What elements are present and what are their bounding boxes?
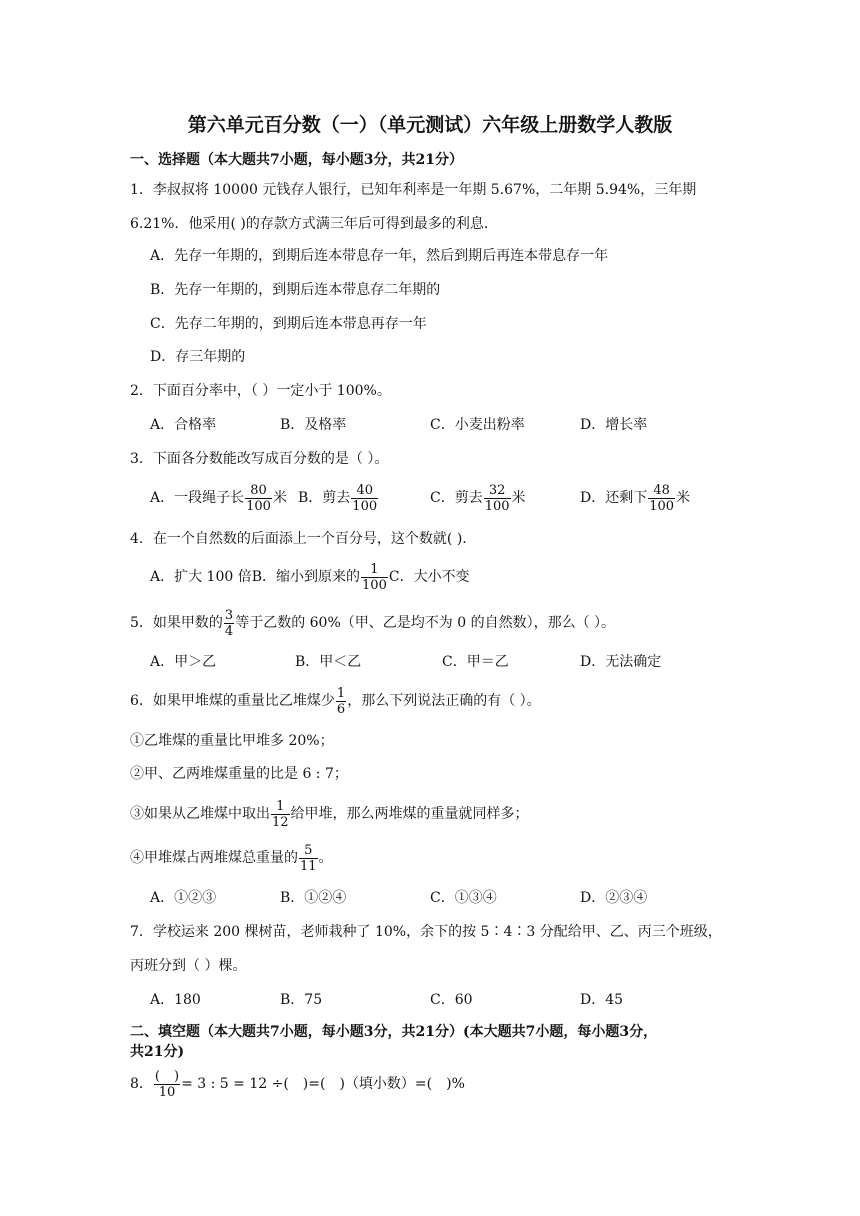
numerator: 3 (224, 607, 234, 623)
question-4-text: 4．在一个自然数的后面添上一个百分号，这个数就( ). (130, 531, 467, 547)
numerator: 40 (351, 483, 378, 499)
numerator: 1 (336, 685, 346, 701)
question-6-statement-2: ②甲、乙两堆煤重量的比是 6 : 7； (130, 766, 348, 782)
question-7-option-d: D．45 (580, 992, 624, 1008)
denominator: 4 (224, 623, 234, 639)
fraction (336, 686, 346, 717)
denominator: 100 (484, 498, 510, 514)
question-6-statement-1: ①乙堆煤的重量比甲堆多 20%； (130, 733, 334, 749)
question-1-option-b: B．先存一年期的，到期后连本带息存二年期的 (150, 282, 441, 298)
question-6-option-b: B．①②④ (280, 890, 347, 906)
question-6-statement-3 (130, 796, 529, 832)
page-title: 第六单元百分数（一）（单元测试）六年级上册数学人教版 (187, 114, 673, 136)
fraction (299, 843, 318, 874)
option-c-suffix: 米 (511, 490, 526, 506)
question-5-prefix: 5．如果甲数的 (130, 615, 223, 631)
numerator: 32 (484, 483, 511, 499)
denominator: 10 (158, 1084, 176, 1100)
question-3-option-c (430, 480, 526, 516)
denominator: 100 (362, 577, 387, 593)
statement-4-prefix: ④甲堆煤占两堆煤总重量的 (130, 850, 298, 866)
question-3-text: 3．下面各分数能改写成百分数的是（ ）。 (130, 451, 389, 467)
question-4-option-c: C．大小不变 (388, 569, 470, 585)
question-1-option-c: C．先存二年期的，到期后连本带息再存一年 (150, 316, 427, 332)
question-7-option-b: B．75 (280, 992, 323, 1008)
answer-blank-2[interactable]: ( ) (320, 1076, 345, 1092)
denominator: 100 (649, 498, 675, 514)
question-8-percent: % (451, 1076, 465, 1092)
question-7-line-1: 7．学校运来 200 棵树苗，老师栽种了 10%，余下的按 5∶4∶3 分配给甲、乙、丙三个班级， (130, 924, 722, 940)
statement-4-suffix: 。 (318, 850, 333, 866)
question-2-option-c: C．小麦出粉率 (430, 417, 525, 433)
fraction (484, 483, 511, 514)
question-7-option-c: C．60 (430, 992, 473, 1008)
section-heading-fill-in-cont: 共21分) (130, 1044, 185, 1060)
question-5-text (130, 605, 615, 641)
fraction (361, 562, 388, 593)
question-4-option-a: A．扩大 100 倍 (150, 569, 252, 585)
fraction (648, 483, 675, 514)
question-6-text (130, 683, 541, 719)
question-5-option-a: A．甲＞乙 (150, 654, 217, 670)
fraction (154, 1069, 180, 1100)
question-8-label: 8． (130, 1076, 153, 1092)
question-1-line-1: 1．李叔叔将 10000 元钱存人银行，已知年利率是一年期 5.67%，二年期 5.94%，三年期 (130, 182, 697, 198)
question-8-equals: = (308, 1076, 320, 1092)
denominator: 100 (352, 498, 378, 514)
question-1-option-a: A．先存一年期的，到期后连本带息存一年，然后到期后再连本带息存一年 (150, 248, 609, 264)
fraction (351, 483, 378, 514)
question-8-note: （填小数）= (344, 1076, 427, 1092)
question-1-line-2: 6.21%．他采用( )的存款方式满三年后可得到最多的利息． (130, 216, 498, 232)
question-7-line-2: 丙班分到（ ）棵。 (130, 958, 247, 974)
question-8-equation-part-1: = 3 : 5 = 12 ÷ (181, 1076, 284, 1092)
question-6-statement-4 (130, 840, 333, 876)
question-3-option-b (298, 480, 379, 516)
option-a-suffix: 米 (272, 490, 287, 506)
question-5-option-d: D．无法确定 (580, 654, 662, 670)
numerator: 5 (299, 843, 318, 859)
question-6-option-d: D．②③④ (580, 890, 648, 906)
question-3-option-a (150, 480, 287, 516)
denominator: 6 (336, 701, 346, 717)
question-4-option-b-prefix: B．缩小到原来的 (251, 569, 361, 585)
question-5-option-c: C．甲＝乙 (442, 654, 509, 670)
question-2-option-a: A．合格率 (150, 417, 217, 433)
question-6-suffix: ，那么下列说法正确的有（ ）。 (347, 693, 541, 709)
denominator: 100 (246, 498, 271, 514)
fraction (245, 483, 272, 514)
section-heading-choice: 一、选择题（本大题共7小题，每小题3分，共21分） (130, 152, 463, 168)
question-8-text (130, 1064, 465, 1104)
question-2-text: 2．下面百分率中，（ ）一定小于 100%。 (130, 383, 391, 399)
option-d-prefix: D．还剩下 (580, 490, 648, 506)
statement-3-prefix: ③如果从乙堆煤中取出 (130, 806, 270, 822)
question-6-prefix: 6．如果甲堆煤的重量比乙堆煤少 (130, 693, 335, 709)
question-4-options (150, 559, 470, 595)
numerator: 1 (271, 799, 290, 815)
question-2-option-d: D．增长率 (580, 417, 648, 433)
question-5-suffix: 等于乙数的 60%（甲、乙是均不为 0 的自然数），那么（ ）。 (235, 615, 616, 631)
numerator: 80 (245, 483, 272, 499)
fraction (271, 799, 290, 830)
option-a-prefix: A．一段绳子长 (150, 490, 245, 506)
question-1-option-d: D．存三年期的 (150, 349, 246, 365)
question-3-option-d (580, 480, 690, 516)
section-heading-fill-in: 二、填空题（本大题共7小题，每小题3分，共21分）(本大题共7小题，每小题3分， (130, 1024, 658, 1040)
numerator: 48 (648, 483, 675, 499)
answer-blank-1[interactable]: ( ) (283, 1076, 309, 1092)
numerator: 1 (361, 562, 388, 578)
answer-blank-3[interactable]: ( ) (426, 1076, 452, 1092)
question-6-option-a: A．①②③ (150, 890, 217, 906)
denominator: 11 (300, 858, 317, 874)
question-5-option-b: B．甲＜乙 (295, 654, 362, 670)
numerator-blank: ( ) (154, 1068, 180, 1084)
statement-3-suffix: 给甲堆，那么两堆煤的重量就同样多； (290, 806, 529, 822)
option-d-suffix: 米 (676, 490, 691, 506)
question-6-option-c: C．①③④ (430, 890, 497, 906)
question-2-option-b: B．及格率 (280, 417, 347, 433)
fraction (224, 608, 234, 639)
denominator: 12 (272, 814, 289, 830)
question-7-option-a: A．180 (150, 992, 201, 1008)
option-b-prefix: B．剪去 (298, 490, 351, 506)
option-c-prefix: C．剪去 (430, 490, 483, 506)
